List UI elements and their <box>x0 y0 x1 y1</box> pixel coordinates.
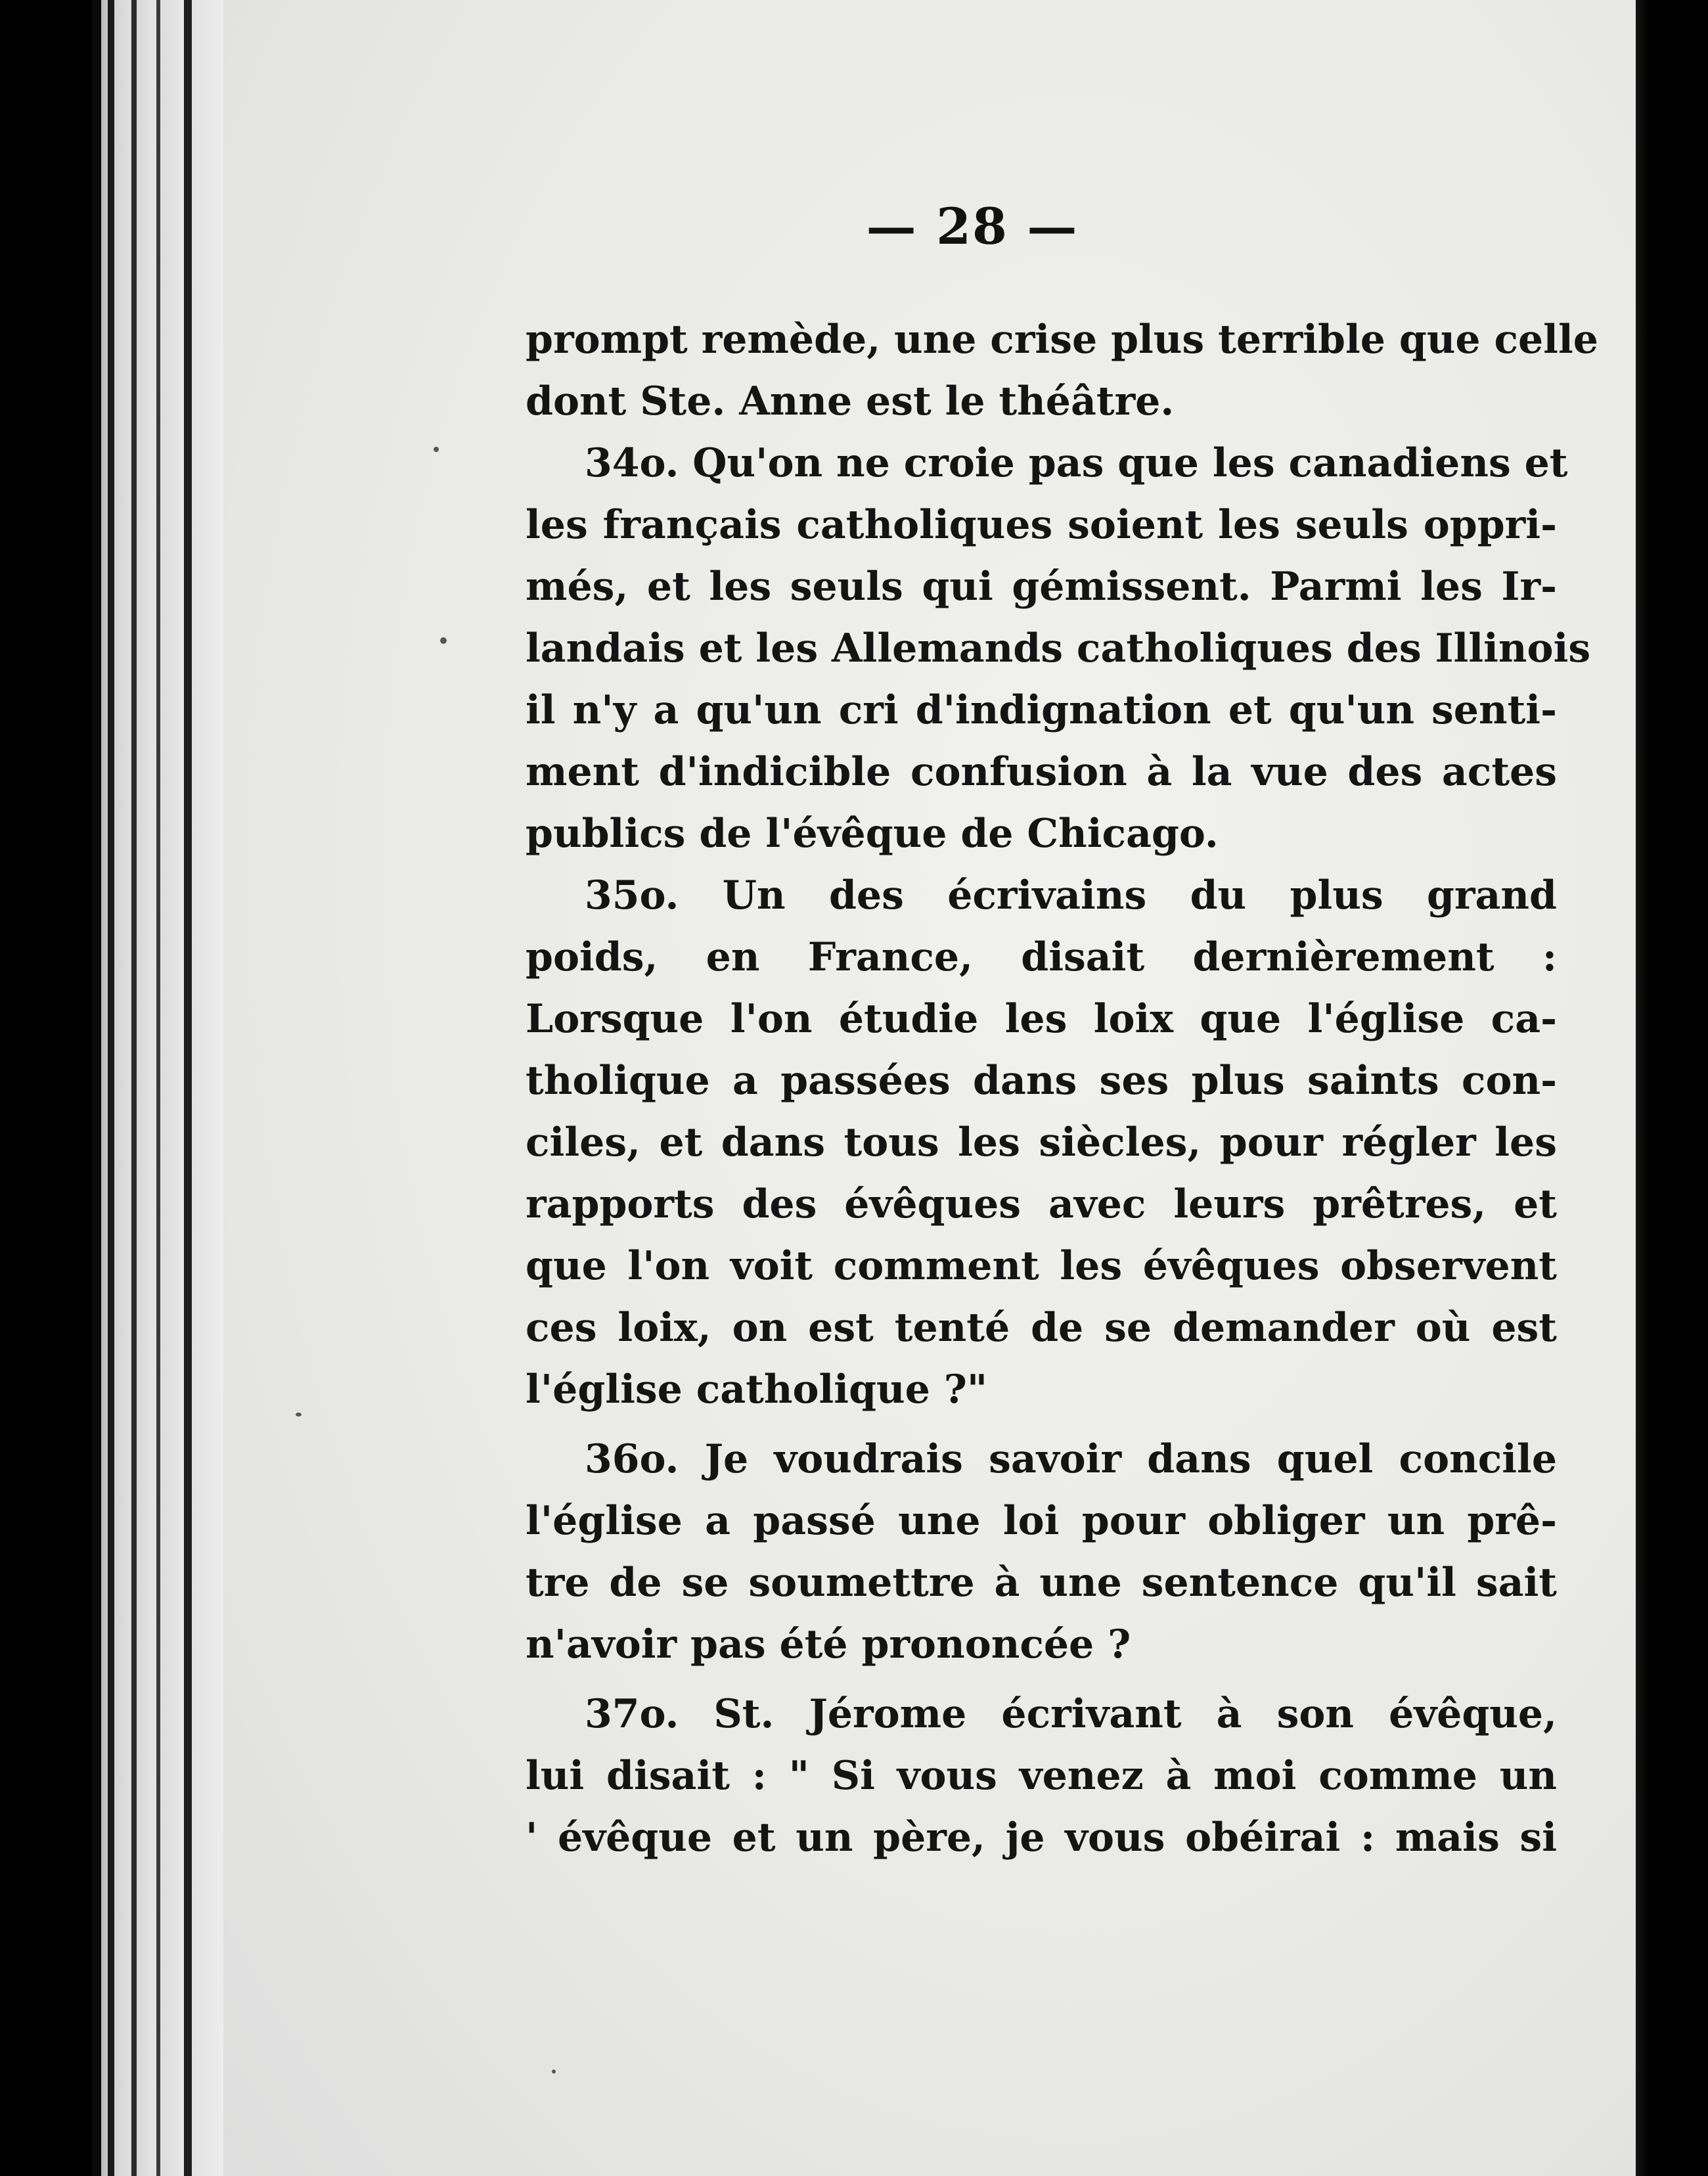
text-line: 37o. St. Jérome écrivant à son évêque, <box>585 1691 1557 1737</box>
ink-speck <box>296 1413 302 1417</box>
text-line: tre de se soumettre à une sentence qu'il sait <box>526 1560 1557 1606</box>
text-line: prompt remède, une crise plus terrible que celle <box>526 317 1598 363</box>
paragraph <box>526 309 1598 432</box>
text-line: 36o. Je voudrais savoir dans quel concile <box>585 1436 1557 1482</box>
scan-left-margin <box>0 0 92 2176</box>
ink-speck <box>552 2070 556 2074</box>
text-line: lui disait : " Si vous venez à moi comme un <box>526 1753 1557 1799</box>
text-line: landais et les Allemands catholiques des Illinois <box>526 625 1591 671</box>
paragraph <box>526 1683 1557 1869</box>
text-line: Lorsque l'on étudie les loix que l'église ca- <box>526 996 1557 1042</box>
paragraph-gap <box>526 1420 1557 1428</box>
ink-speck <box>440 637 447 644</box>
paragraph <box>526 432 1591 865</box>
text-line: n'avoir pas été prononcée ? <box>526 1621 1131 1667</box>
text-line: 35o. Un des écrivains du plus grand <box>585 873 1557 918</box>
text-line: ces loix, on est tenté de se demander où est <box>526 1305 1557 1351</box>
text-line: ciles, et dans tous les siècles, pour régler les <box>526 1120 1557 1166</box>
text-line: les français catholiques soient les seuls oppri- <box>526 502 1557 548</box>
text-line: més, et les seuls qui gémissent. Parmi les Ir- <box>526 564 1557 610</box>
text-line: ' évêque et un père, je vous obéirai : mais si <box>526 1815 1557 1861</box>
book-page-edges <box>92 0 223 2176</box>
page-number: — 28 — <box>866 197 1079 256</box>
text-line: poids, en France, disait dernièrement : <box>526 934 1557 980</box>
body-text <box>526 309 1598 1869</box>
text-line: que l'on voit comment les évêques observent <box>526 1243 1557 1289</box>
paragraph <box>526 865 1557 1420</box>
text-line: ment d'indicible confusion à la vue des actes <box>526 749 1557 795</box>
scan-right-margin <box>1636 0 1708 2176</box>
text-line: dont Ste. Anne est le théâtre. <box>526 378 1175 424</box>
text-line: 34o. Qu'on ne croie pas que les canadiens et <box>585 440 1568 486</box>
paragraph-gap <box>526 1675 1557 1683</box>
text-line: il n'y a qu'un cri d'indignation et qu'un senti- <box>526 687 1557 733</box>
text-line: l'église catholique ?" <box>526 1367 988 1413</box>
text-line: rapports des évêques avec leurs prêtres, et <box>526 1181 1557 1227</box>
text-line: publics de l'évêque de Chicago. <box>526 811 1219 857</box>
ink-speck <box>434 447 439 452</box>
text-line: tholique a passées dans ses plus saints con- <box>526 1058 1557 1104</box>
paragraph <box>526 1428 1557 1675</box>
text-line: l'église a passé une loi pour obliger un prê- <box>526 1498 1557 1544</box>
